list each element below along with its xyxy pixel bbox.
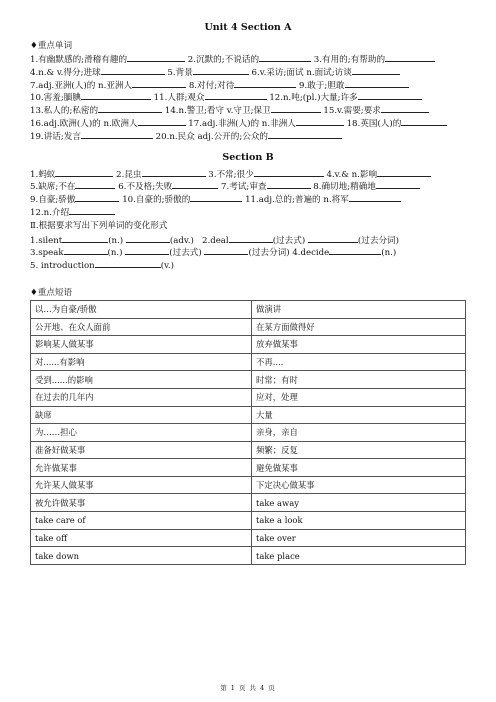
table-row: 为……担心 亲身，亲自 bbox=[31, 424, 466, 442]
table-row: take care of take a look bbox=[31, 512, 466, 530]
answer-blank[interactable] bbox=[377, 167, 431, 177]
table-row: 在过去的几年内 应对，处理 bbox=[31, 388, 466, 406]
table-row: take down take place bbox=[31, 547, 466, 565]
table-row: 被允许做某事 take away bbox=[31, 494, 466, 512]
answer-blank[interactable] bbox=[205, 90, 267, 100]
answer-blank[interactable] bbox=[329, 245, 381, 255]
word-line: 1.有幽默感的;滑稽有趣的 2.沉默的;不说话的 3.有用的;有帮助的 bbox=[30, 52, 466, 65]
table-row: 受到......的影响 时常；有时 bbox=[31, 371, 466, 389]
word-line: 7.adj.亚洲(人)的 n.亚洲人 8.对付;对待 9.敢于;胆敢 bbox=[30, 78, 466, 91]
answer-blank[interactable] bbox=[126, 233, 170, 243]
answer-blank[interactable] bbox=[190, 192, 242, 202]
word-line: 5.缺席;不在 6.不及格;失败 7.考试;审查 8.确切地;精确地 bbox=[30, 179, 466, 192]
word-line: 16.adj.欧洲(人)的 n.欧洲人 17.adj.非洲(人)的 n.非洲人 18.英国(人)的 bbox=[30, 116, 466, 129]
answer-blank[interactable] bbox=[75, 179, 115, 189]
answer-blank[interactable] bbox=[267, 179, 311, 189]
table-row: take off take over bbox=[31, 529, 466, 547]
table-row: 影响某人做某事 放弃做某事 bbox=[31, 336, 466, 354]
answer-blank[interactable] bbox=[204, 245, 248, 255]
word-line: 1.蚂蚁 2.昆虫 3.不常;很少 4.v.& n.影响 bbox=[30, 167, 466, 180]
table-row: 准备好做某事 频繁；反复 bbox=[31, 441, 466, 459]
answer-blank[interactable] bbox=[385, 52, 435, 62]
answer-blank[interactable] bbox=[62, 233, 108, 243]
answer-blank[interactable] bbox=[142, 167, 206, 177]
answer-blank[interactable] bbox=[358, 90, 422, 100]
answer-blank[interactable] bbox=[132, 78, 186, 88]
answer-blank[interactable] bbox=[95, 258, 161, 268]
answer-blank[interactable] bbox=[345, 78, 409, 88]
word-forms-line: 1.silent (n.) (adv.) 2.deal (过去式) (过去分词) bbox=[30, 233, 466, 246]
answer-blank[interactable] bbox=[125, 245, 169, 255]
answer-blank[interactable] bbox=[352, 65, 400, 75]
word-forms-heading: Ⅱ.根据要求写出下列单词的变化形式 bbox=[30, 220, 168, 231]
word-forms-line: 3.speak (n.) (过去式) (过去分词) 4.decide (n.) bbox=[30, 245, 466, 258]
key-phrases-heading: ♦重点短语 bbox=[30, 287, 73, 298]
answer-blank[interactable] bbox=[127, 52, 185, 62]
word-line: 9.自豪;骄傲 10.自豪的;骄傲的 11.adj.总的;普遍的 n.将军 bbox=[30, 192, 466, 205]
answer-blank[interactable] bbox=[81, 90, 151, 100]
word-line: 10.害羞;腼腆 11.人群;观众 12.n.吨;(pl.)大量;许多 bbox=[30, 90, 466, 103]
section-b-words bbox=[30, 167, 466, 218]
answer-blank[interactable] bbox=[101, 65, 165, 75]
section-b-title: Section B bbox=[222, 151, 274, 163]
answer-blank[interactable] bbox=[349, 192, 401, 202]
table-row: 缺席 大量 bbox=[31, 406, 466, 424]
answer-blank[interactable] bbox=[138, 116, 186, 126]
word-line: 4.n.& v.得分;进球 5.背景 6.v.采访;面试 n.面试;访谈 bbox=[30, 65, 466, 78]
answer-blank[interactable] bbox=[376, 179, 420, 189]
unit-title: Unit 4 Section A bbox=[204, 22, 292, 33]
answer-blank[interactable] bbox=[308, 233, 358, 243]
answer-blank[interactable] bbox=[381, 103, 429, 113]
section-a-words bbox=[30, 52, 466, 142]
answer-blank[interactable] bbox=[75, 192, 119, 202]
word-line: 19.讲话;发言 20.n.民众 adj.公开的;公众的 bbox=[30, 129, 466, 142]
table-row: 公开地、在众人面前 在某方面做得好 bbox=[31, 318, 466, 336]
phrases-table bbox=[30, 300, 466, 565]
answer-blank[interactable] bbox=[401, 116, 447, 126]
page-footer: 第 1 页 共 4 页 bbox=[220, 684, 276, 692]
answer-blank[interactable] bbox=[64, 245, 108, 255]
table-row: 对......有影响 不再.... bbox=[31, 353, 466, 371]
word-line: 12.n.介绍 bbox=[30, 205, 466, 218]
word-forms-line: 5. introduction (v.) bbox=[30, 258, 466, 271]
answer-blank[interactable] bbox=[172, 179, 218, 189]
answer-blank[interactable] bbox=[234, 78, 296, 88]
answer-blank[interactable] bbox=[271, 103, 321, 113]
table-row: 以…为自豪/骄傲 做演讲 bbox=[31, 300, 466, 318]
answer-blank[interactable] bbox=[259, 52, 311, 62]
answer-blank[interactable] bbox=[296, 116, 344, 126]
answer-blank[interactable] bbox=[254, 167, 324, 177]
answer-blank[interactable] bbox=[81, 129, 153, 139]
table-row: 允许某人做某事 下定决心做某事 bbox=[31, 476, 466, 494]
word-line: 13.私人的;私密的 14.n.警卫;看守 v.守卫;保卫 15.v.需要;要求 bbox=[30, 103, 466, 116]
table-row: 允许做某事 避免做某事 bbox=[31, 459, 466, 477]
answer-blank[interactable] bbox=[229, 233, 273, 243]
answer-blank[interactable] bbox=[55, 167, 113, 177]
answer-blank[interactable] bbox=[193, 65, 249, 75]
answer-blank[interactable] bbox=[268, 129, 342, 139]
answer-blank[interactable] bbox=[69, 205, 115, 215]
key-words-heading: ♦重点单词 bbox=[30, 41, 73, 51]
answer-blank[interactable] bbox=[98, 103, 162, 113]
